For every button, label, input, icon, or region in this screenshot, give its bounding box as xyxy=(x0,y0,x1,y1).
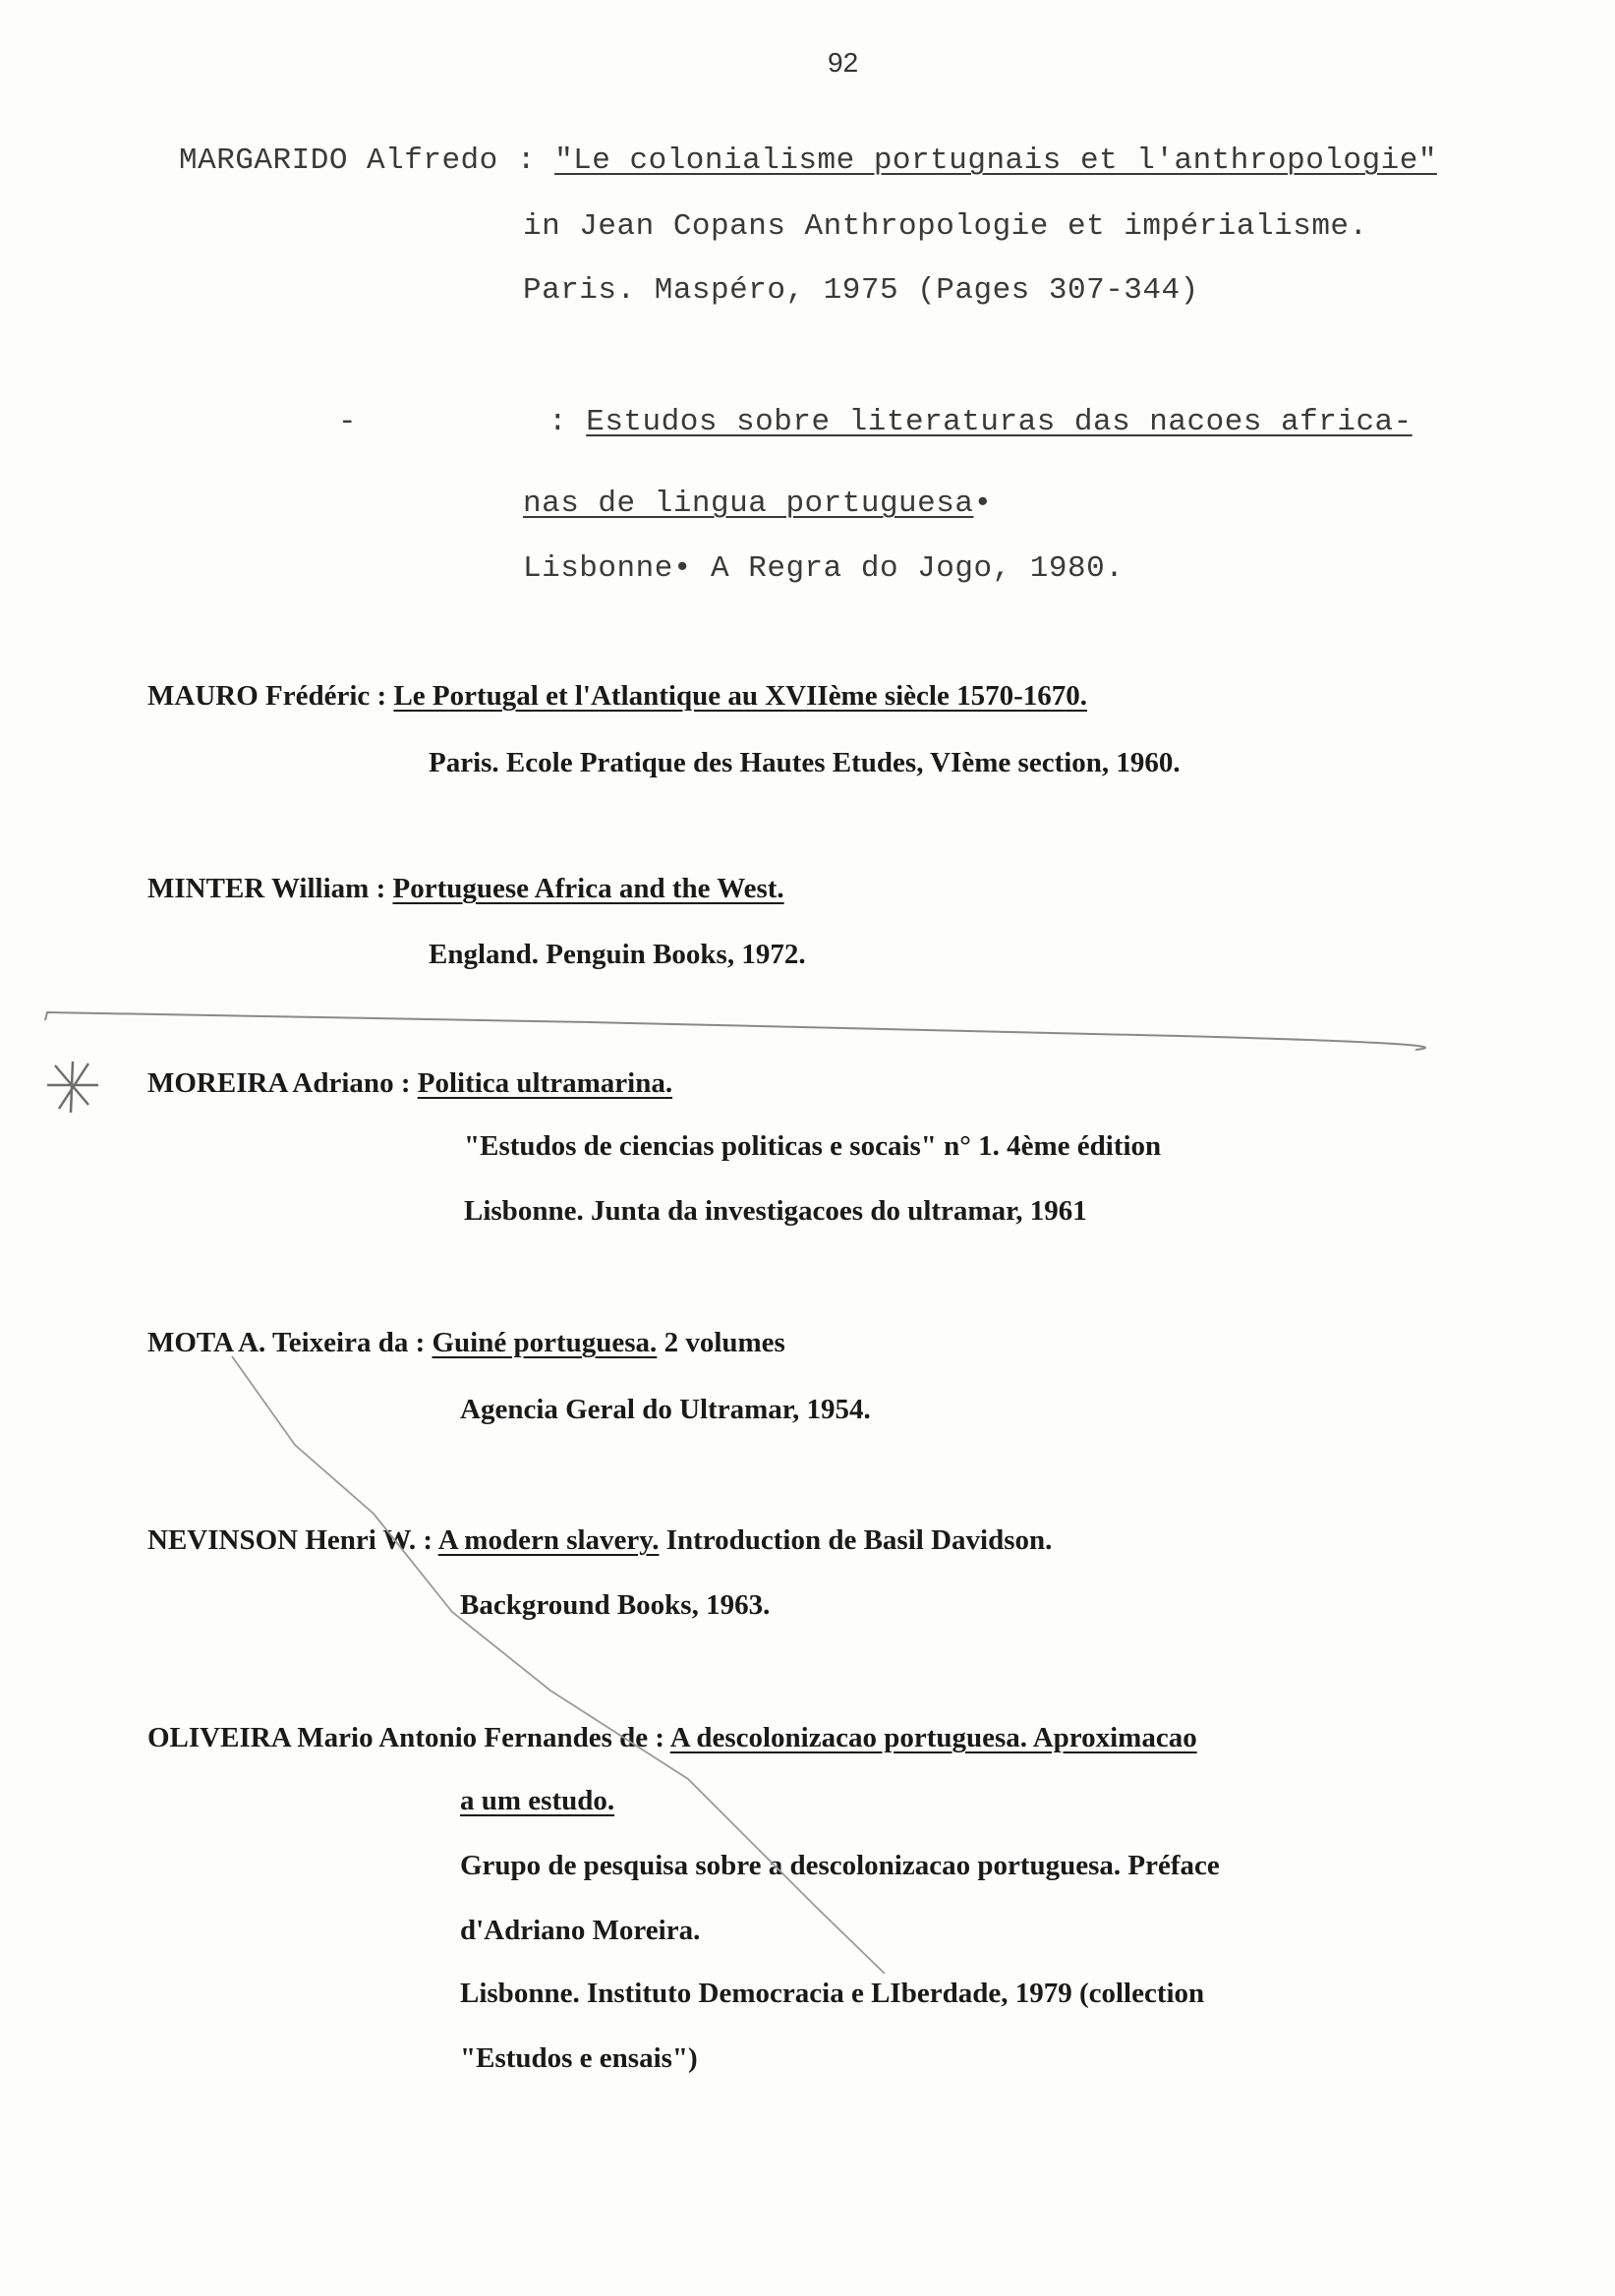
work-title: Guiné portuguesa. xyxy=(432,1327,658,1358)
work-title: Estudos sobre literaturas das nacoes africa- xyxy=(586,405,1413,439)
asterisk-icon xyxy=(47,1062,98,1113)
author-name: MAURO Frédéric : xyxy=(147,680,387,712)
title-end-mark: • xyxy=(973,487,993,521)
work-title: A modern slavery. xyxy=(437,1524,660,1556)
work-title: Politica ultramarina. xyxy=(417,1067,673,1099)
work-title: a um estudo. xyxy=(460,1785,615,1816)
publication-info: Lisbonne. Instituto Democracia e LIberdade, 1979 (collection xyxy=(460,1978,1205,2009)
publication-info: Agencia Geral do Ultramar, 1954. xyxy=(460,1394,871,1425)
work-title: Portuguese Africa and the West. xyxy=(392,873,784,904)
publication-info: Grupo de pesquisa sobre a descolonizacao portuguesa. Préface xyxy=(460,1850,1220,1881)
ditto-dash: - xyxy=(338,405,358,439)
author-name: MOREIRA Adriano : xyxy=(147,1067,411,1099)
publication-info: "Estudos de ciencias politicas e socais" n° 1. 4ème édition xyxy=(464,1130,1162,1162)
author-name: NEVINSON Henri W. : xyxy=(147,1524,433,1556)
author-name: MARGARIDO Alfredo : xyxy=(179,144,536,178)
diagonal-pencil-stroke-icon xyxy=(232,1356,885,1974)
author-name: OLIVEIRA Mario Antonio Fernandes de : xyxy=(147,1722,665,1753)
publication-info: Lisbonne• A Regra do Jogo, 1980. xyxy=(523,551,1125,586)
publication-info: England. Penguin Books, 1972. xyxy=(429,939,806,970)
work-title: "Le colonialisme portugnais et l'anthropologie" xyxy=(554,144,1437,178)
publication-info: d'Adriano Moreira. xyxy=(460,1915,701,1946)
author-name: MINTER William : xyxy=(147,873,386,904)
work-title: A descolonizacao portuguesa. Aproximacao xyxy=(669,1722,1197,1753)
work-title: nas de lingua portuguesa xyxy=(523,487,974,521)
volume-note: 2 volumes xyxy=(657,1327,785,1358)
publication-info: Paris. Ecole Pratique des Hautes Etudes, VIème section, 1960. xyxy=(429,747,1181,778)
publication-info: Background Books, 1963. xyxy=(460,1589,771,1621)
work-title: Le Portugal et l'Atlantique au XVIIème siècle 1570-1670. xyxy=(393,680,1088,712)
pencil-line-icon xyxy=(45,1012,1425,1050)
author-name: MOTA A. Teixeira da : xyxy=(147,1327,426,1358)
publication-info: "Estudos e ensais") xyxy=(460,2042,698,2074)
page-number: 92 xyxy=(828,47,859,78)
title-note: Introduction de Basil Davidson. xyxy=(659,1524,1053,1556)
publication-info: Paris. Maspéro, 1975 (Pages 307-344) xyxy=(523,273,1199,308)
publication-info: in Jean Copans Anthropologie et impérialisme. xyxy=(523,209,1368,244)
separator-colon: : xyxy=(548,405,568,439)
publication-info: Lisbonne. Junta da investigacoes do ultramar, 1961 xyxy=(464,1195,1087,1227)
